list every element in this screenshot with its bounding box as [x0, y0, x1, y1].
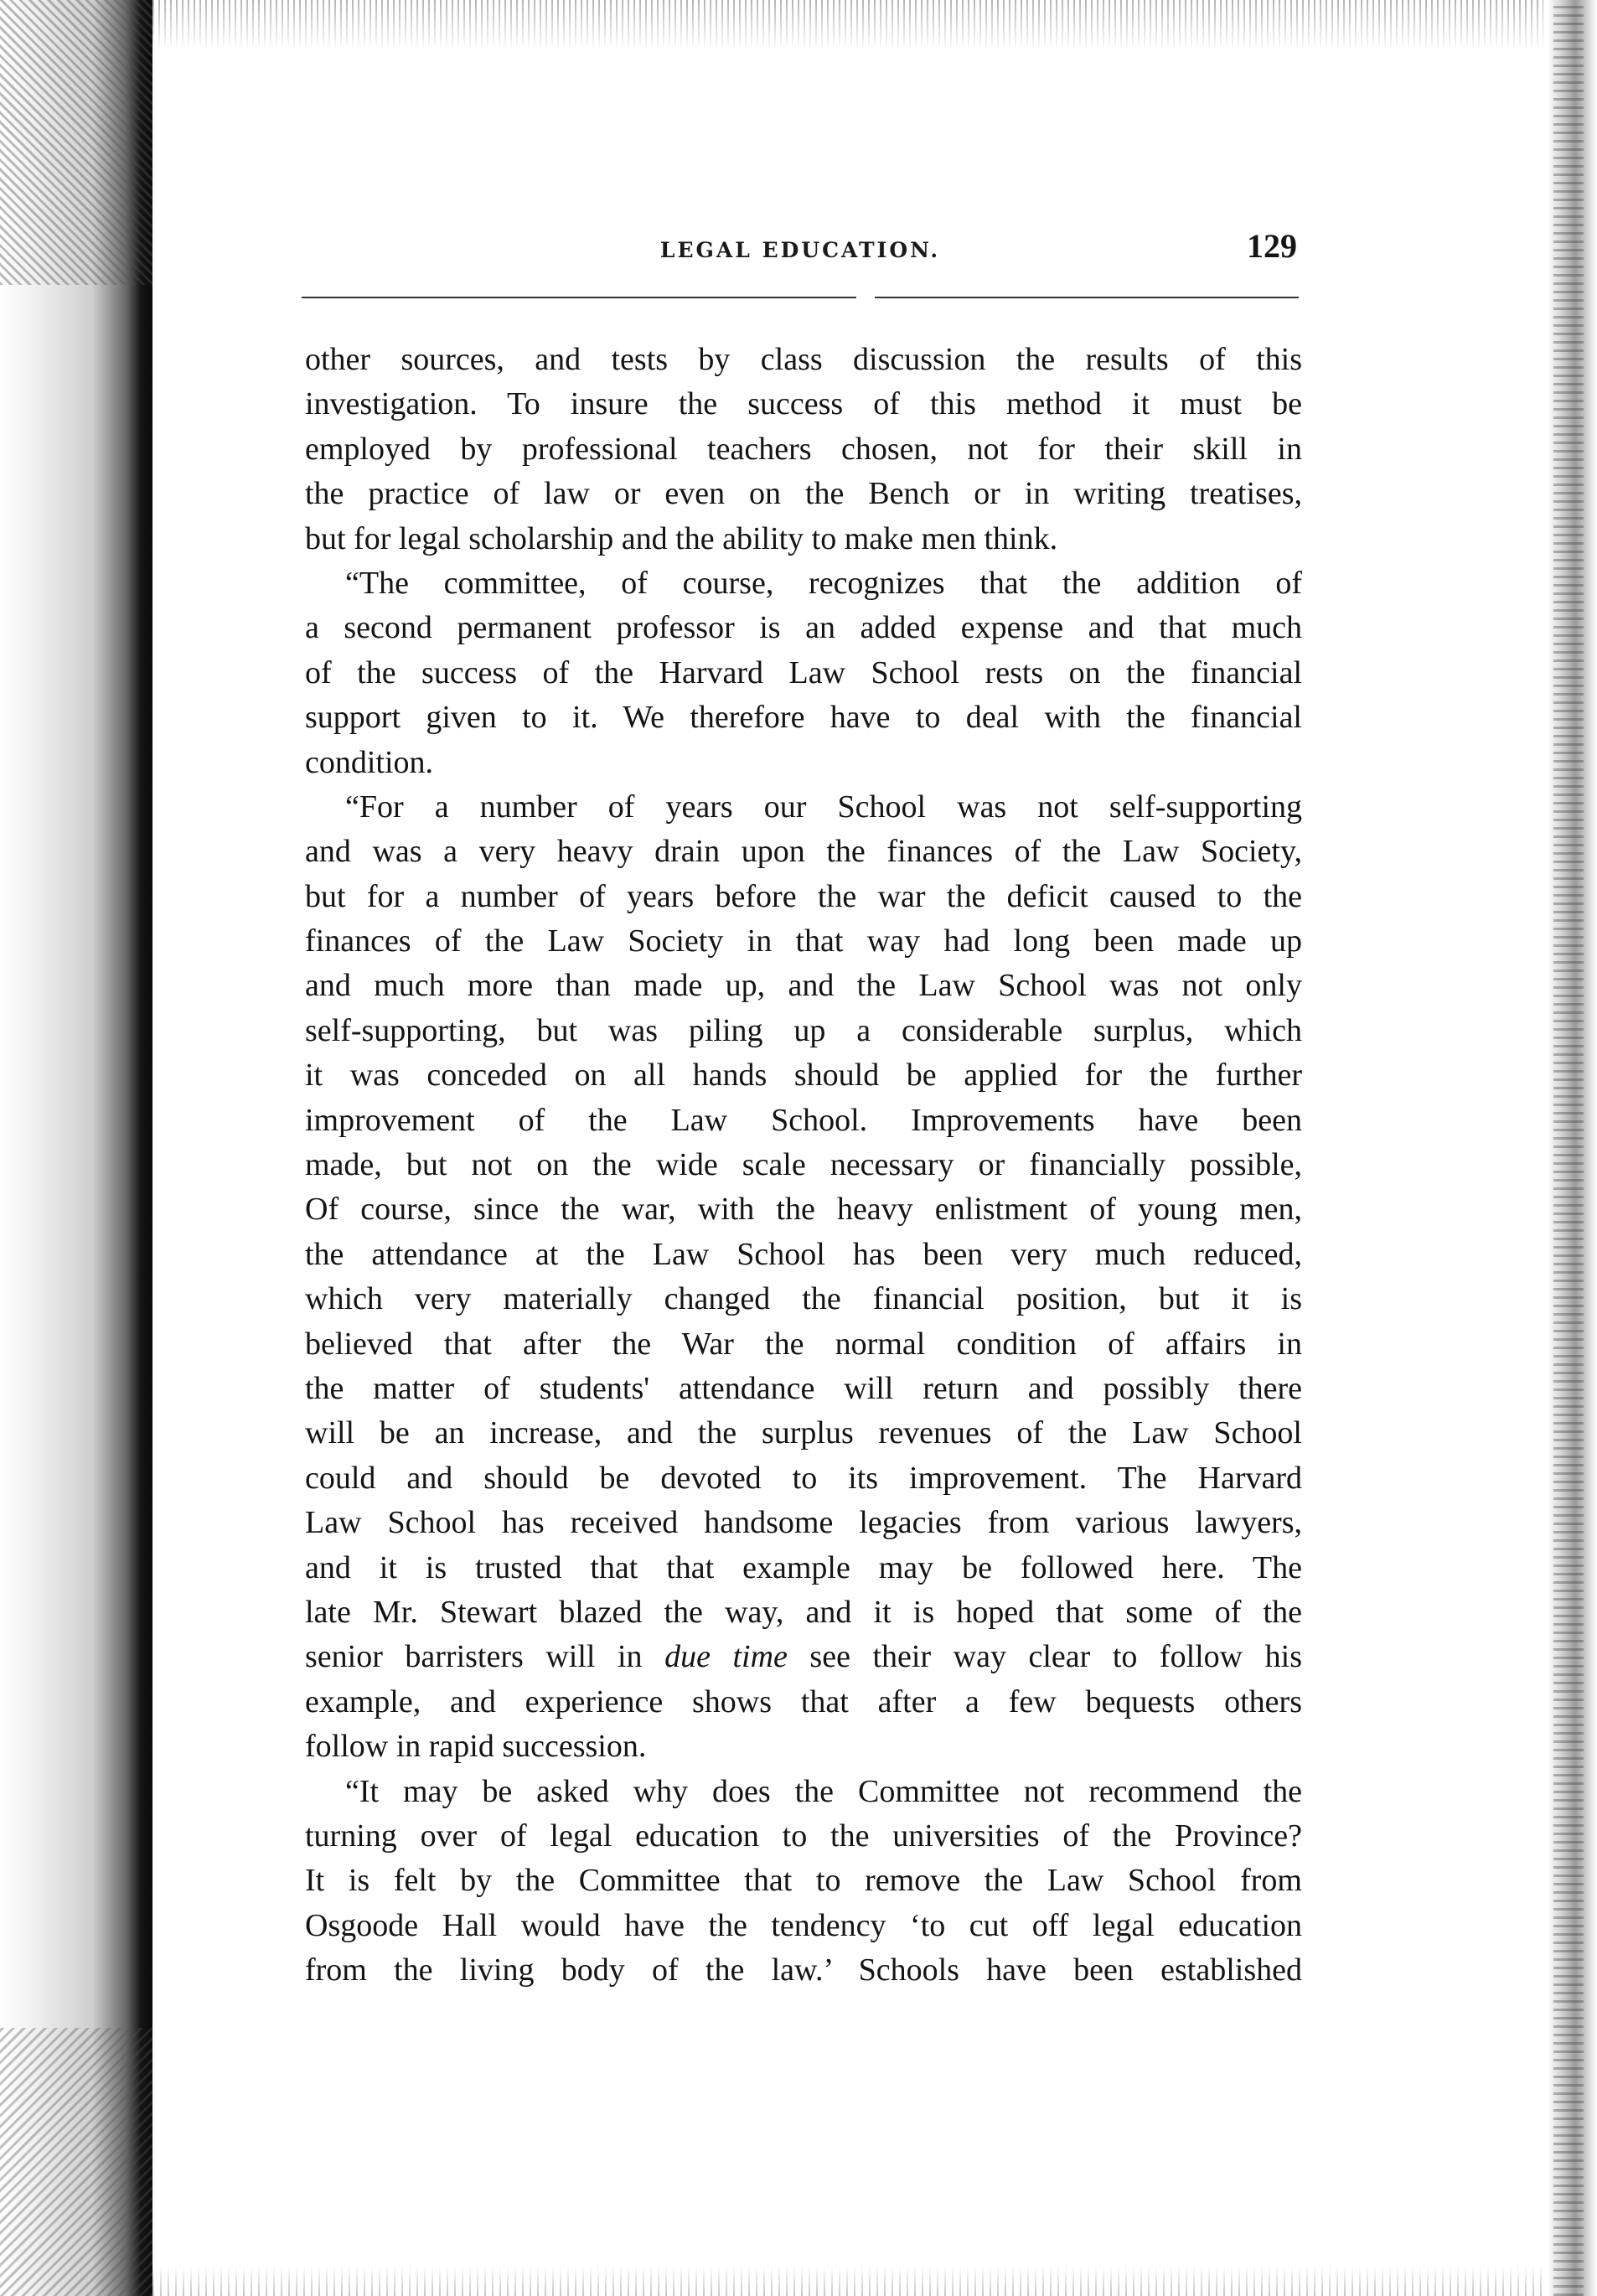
running-head: LEGAL EDUCATION. [659, 238, 941, 262]
text-line: support given to it. We therefore have to deal with the financial [305, 700, 1302, 736]
text-line: follow in rapid succession. [305, 1729, 647, 1765]
text-line: turning over of legal education to the universities of the Province? [305, 1818, 1302, 1854]
page-number: 129 [1247, 227, 1297, 265]
text-line: it was conceded on all hands should be applied for the further [305, 1058, 1302, 1094]
header-rule-gap [856, 293, 875, 300]
text-line: could and should be devoted to its improvement. The Harvard [305, 1460, 1302, 1496]
right-edge-noise [1547, 0, 1597, 2296]
text-line: finances of the Law Society in that way had long been made up [305, 923, 1302, 959]
header-rule [302, 297, 1299, 298]
text-line: and much more than made up, and the Law School was not only [305, 968, 1302, 1004]
text-line: It is felt by the Committee that to remove the Law School from [305, 1863, 1302, 1899]
text-line: “It may be asked why does the Committee not recommend the [345, 1773, 1302, 1809]
text-line: and it is trusted that that example may be followed here. The [305, 1549, 1302, 1585]
text-line: improvement of the Law School. Improvements have been [305, 1102, 1302, 1138]
text-line: senior barristers will in due time see their way clear to follow his [305, 1639, 1302, 1675]
text-line: but for a number of years before the war the deficit caused to the [305, 878, 1302, 914]
text-line: the attendance at the Law School has been very much reduced, [305, 1236, 1302, 1272]
text-line: other sources, and tests by class discussion the results of this [305, 342, 1302, 377]
bottom-edge-noise [152, 2266, 1543, 2296]
text-line: and was a very heavy drain upon the finances of the Law Society, [305, 834, 1302, 870]
text-line: condition. [305, 744, 434, 780]
text-line: late Mr. Stewart blazed the way, and it is hoped that some of the [305, 1594, 1302, 1630]
text-line: believed that after the War the normal condition of affairs in [305, 1326, 1302, 1362]
text-line: Of course, since the war, with the heavy enlistment of young men, [305, 1192, 1302, 1228]
text-line: of the success of the Harvard Law School rests on the financial [305, 654, 1302, 690]
binding-gutter [0, 0, 152, 2296]
text-line: from the living body of the law.’ Schools have been established [305, 1952, 1302, 1988]
page-header [302, 225, 1299, 275]
text-line: Law School has received handsome legacies from various lawyers, [305, 1505, 1302, 1541]
text-line: Osgoode Hall would have the tendency ‘to cut off legal education [305, 1907, 1302, 1943]
text-line: the practice of law or even on the Bench or in writing treatises, [305, 476, 1302, 512]
text-line: the matter of students' attendance will return and possibly there [305, 1370, 1302, 1406]
top-edge-noise [152, 0, 1543, 50]
body-text [305, 338, 1302, 1993]
text-line: self-supporting, but was piling up a considerable surplus, which [305, 1012, 1302, 1048]
text-line: employed by professional teachers chosen, not for their skill in [305, 431, 1302, 467]
text-line: “For a number of years our School was not self-supporting [345, 789, 1302, 825]
text-line: “The committee, of course, recognizes that the addition of [345, 565, 1302, 601]
text-line: example, and experience shows that after a few bequests others [305, 1683, 1302, 1719]
text-line: made, but not on the wide scale necessary or financially possible, [305, 1147, 1302, 1183]
text-line: which very materially changed the financial position, but it is [305, 1281, 1302, 1317]
text-line: a second permanent professor is an added expense and that much [305, 610, 1302, 646]
text-line: will be an increase, and the surplus revenues of the Law School [305, 1415, 1302, 1451]
text-line: investigation. To insure the success of this method it must be [305, 386, 1302, 422]
text-line: but for legal scholarship and the ability to make men think. [305, 520, 1058, 556]
